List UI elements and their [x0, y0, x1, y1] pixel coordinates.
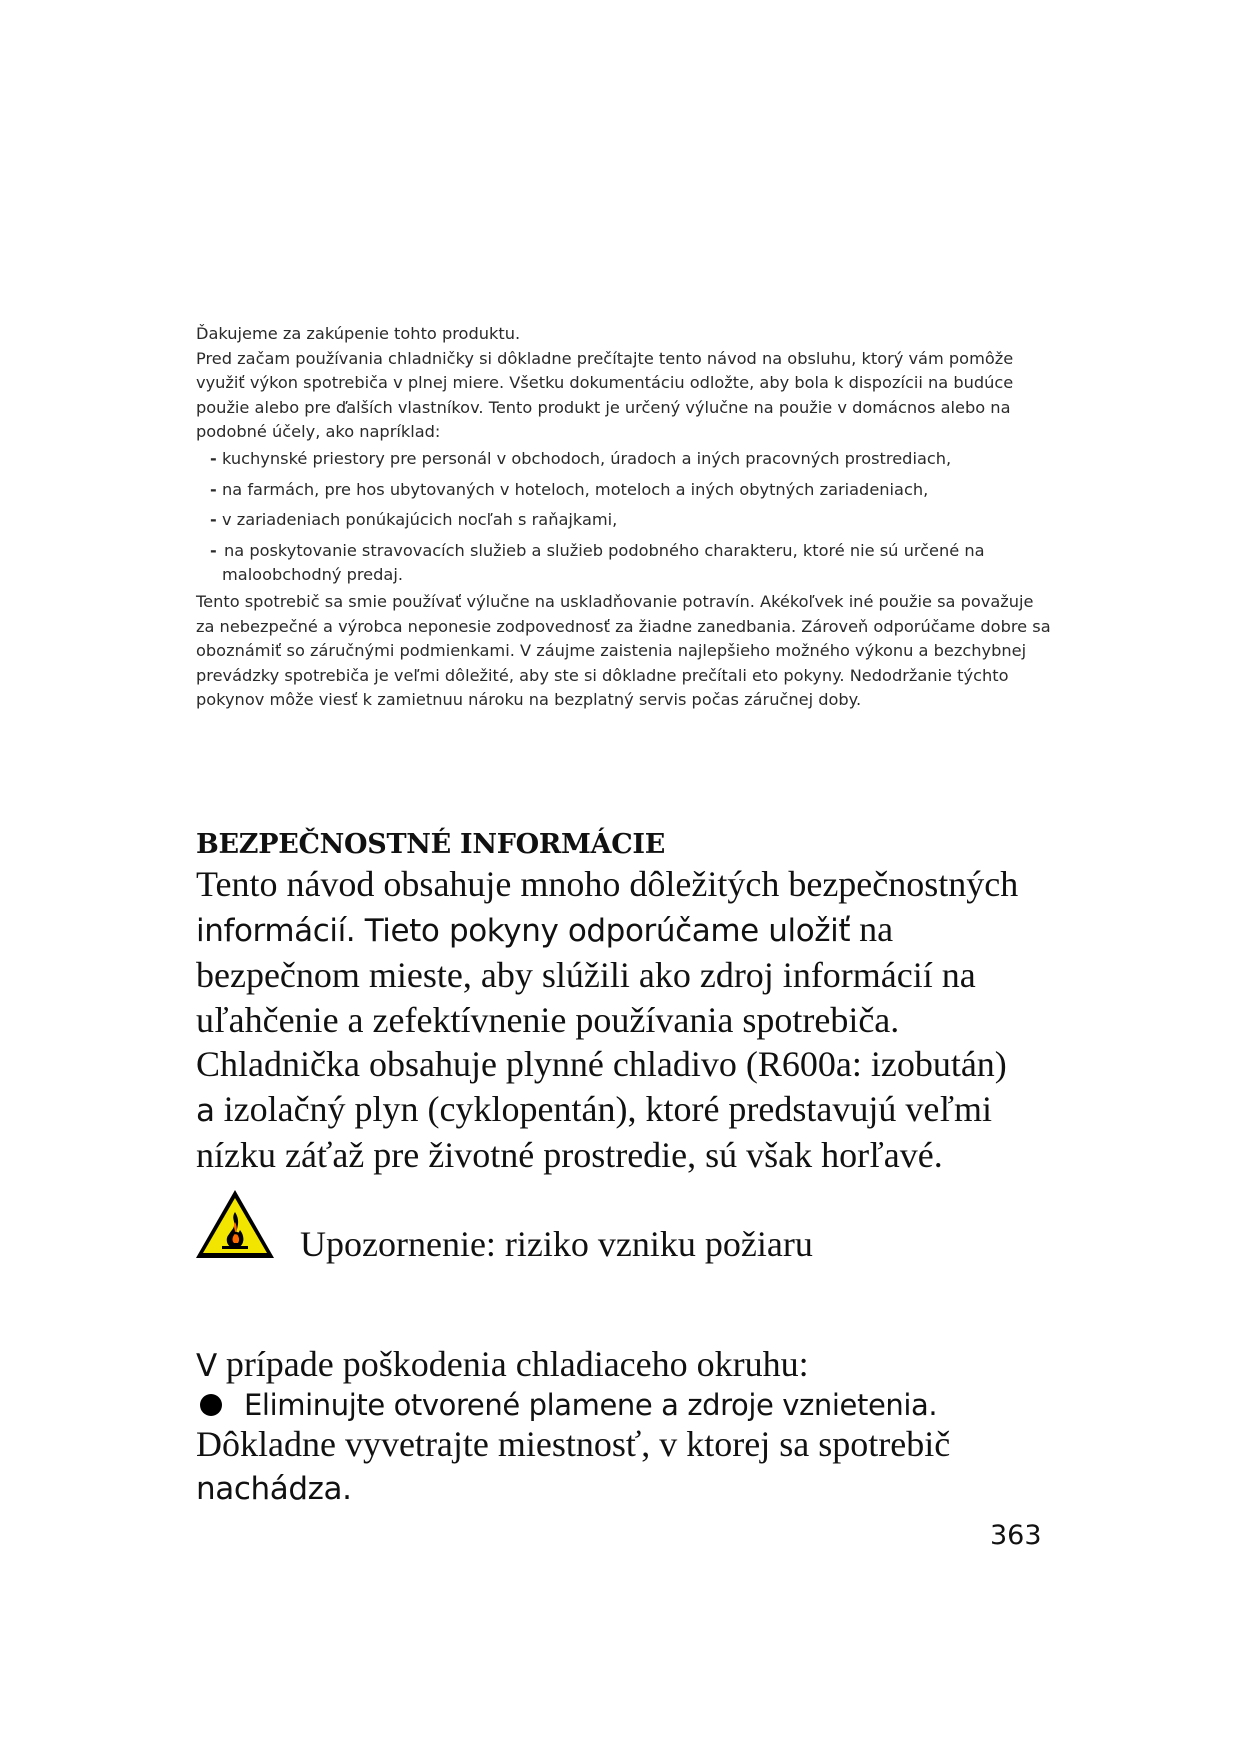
dash-bullet: -: [210, 540, 217, 560]
safety-line: uľahčenie a zefektívnenie používania spotrebiča.: [196, 999, 900, 1040]
safety-line-serif: na: [850, 908, 894, 949]
circuit-lead: [196, 1342, 1096, 1389]
safety-line-sans: informácií. Tieto pokyny odporúčame uložiť: [196, 912, 851, 949]
dash-bullet: -: [210, 448, 217, 468]
circuit-lead-sans: V: [196, 1347, 217, 1384]
page-number: 363: [990, 1520, 1042, 1551]
safety-line-serif: izolačný plyn (cyklopentán), ktoré predstavujú veľmi: [214, 1088, 993, 1129]
intro-paragraph-1: Pred začam používania chladničky si dôkladne prečítajte tento návod na obsluhu, ktorý vám pomôže využiť výkon spotrebiča v plnej miere. Všetku dokumentáciu odložte, aby bola k dispozícii na budúce použie alebo pre ďalších vlastníkov. Tento produkt je určený výlučne na použie v domácnos alebo na podobné účely, ako napríklad:: [196, 348, 1014, 442]
safety-line: Chladnička obsahuje plynné chladivo (R600a: izobután): [196, 1044, 1007, 1084]
circuit-lead-serif: prípade poškodenia chladiaceho okruhu:: [216, 1343, 809, 1384]
list-item-text: na poskytovanie stravovacích služieb a služieb podobného charakteru, ktoré nie sú určené na maloobchodný predaj.: [222, 540, 985, 585]
circuit-line: nachádza.: [196, 1470, 352, 1507]
list-item-text: kuchynské priestory pre personál v obchodoch, úradoch a iných pracovných prostrediach,: [222, 448, 952, 468]
list-item: [210, 539, 1056, 588]
list-item: [196, 1388, 1096, 1422]
intro-paragraph-2: Tento spotrebič sa smie používať výlučne na uskladňovanie potravín. Akékoľvek iné použie sa považuje za nebezpečné a výrobca neponesie zodpovednosť za žiadne zanedbania. Zároveň odporúčame dobre sa oboznámiť so záručnými podmienkami. V záujme zaistenia najlepšieho možného výkonu a bezchybnej prevádzky spotrebiča je veľmi dôležité, aby ste si dôkladne prečítali eto pokyny. Nedodržanie týchto pokynov môže viesť k zamietnuu nároku na bezplatný servis počas záručnej doby.: [196, 591, 1051, 710]
warning-text: Upozornenie: riziko vzniku požiaru: [300, 1223, 813, 1264]
list-item: [210, 508, 1056, 533]
safety-line: bezpečnom mieste, aby slúžili ako zdroj informácií na: [196, 955, 976, 995]
safety-heading: BEZPEČNOSTNÉ INFORMÁCIE: [196, 829, 666, 860]
bullet-text: Eliminujte otvorené plamene a zdroje vznietenia.: [244, 1388, 938, 1422]
circuit-damage-section: [196, 1342, 1096, 1512]
list-item-text: na farmách, pre hos ubytovaných v hoteloch, moteloch a iných obytných zariadeniach,: [222, 479, 929, 499]
safety-line: [196, 907, 1096, 954]
circuit-line: Dôkladne vyvetrajte miestnosť, v ktorej sa spotrebič: [196, 1424, 951, 1464]
list-item-text: v zariadeniach ponúkajúcich nocľah s raňajkami,: [222, 510, 618, 530]
flammable-warning-icon: [194, 1188, 276, 1260]
safety-line-sans: a: [196, 1092, 215, 1129]
thanks-line: Ďakujeme za zakúpenie tohto produktu.: [196, 324, 521, 343]
bullet-icon: [200, 1394, 222, 1416]
safety-line: nízku záťaž pre životné prostredie, sú však horľavé.: [196, 1135, 943, 1175]
safety-section: [196, 828, 1096, 1511]
intro-section: [196, 322, 1056, 713]
safety-line: Tento návod obsahuje mnoho dôležitých bezpečnostných: [196, 864, 1019, 904]
list-item: [210, 447, 1056, 472]
dash-bullet: -: [210, 510, 217, 530]
list-item: [210, 478, 1056, 503]
fire-warning: [196, 1184, 1096, 1280]
uses-list: [210, 447, 1056, 588]
dash-bullet: -: [210, 479, 217, 499]
safety-line: [196, 1087, 1096, 1134]
